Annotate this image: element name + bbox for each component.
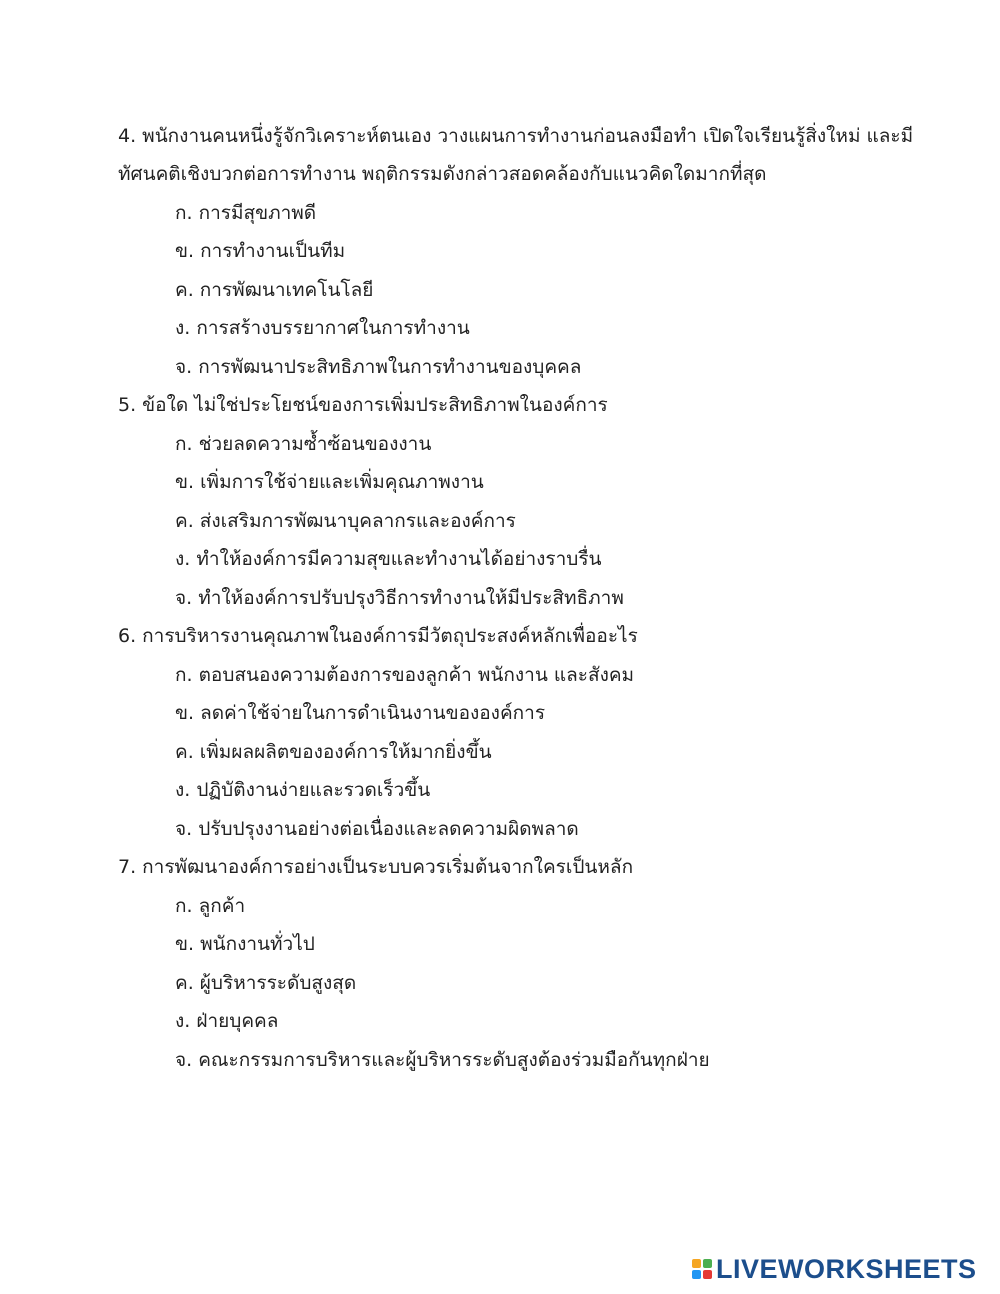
question-7-option-d: ง. ฝ่ายบุคคล <box>175 1010 279 1032</box>
question-7-option-a: ก. ลูกค้า <box>175 895 246 917</box>
question-5-option-c: ค. ส่งเสริมการพัฒนาบุคลากรและองค์การ <box>175 510 516 532</box>
question-4-option-d: ง. การสร้างบรรยากาศในการทำงาน <box>175 317 470 339</box>
logo-square-2 <box>703 1259 712 1268</box>
question-6-option-e: จ. ปรับปรุงงานอย่างต่อเนื่องและลดความผิดพลาด <box>175 818 579 840</box>
question-4-option-e: จ. การพัฒนาประสิทธิภาพในการทำงานของบุคคล <box>175 356 582 378</box>
question-4-option-b: ข. การทำงานเป็นทีม <box>175 240 346 262</box>
question-5-option-e: จ. ทำให้องค์การปรับปรุงวิธีการทำงานให้มีประสิทธิภาพ <box>175 587 624 609</box>
question-7-option-e: จ. คณะกรรมการบริหารและผู้บริหารระดับสูงต้องร่วมมือกันทุกฝ่าย <box>175 1049 710 1071</box>
question-7-line-1: 7. การพัฒนาองค์การอย่างเป็นระบบควรเริ่มต้นจากใครเป็นหลัก <box>118 856 634 878</box>
liveworksheets-logo-text: LIVEWORKSHEETS <box>716 1253 977 1284</box>
logo-square-4 <box>703 1270 712 1279</box>
question-7-option-b: ข. พนักงานทั่วไป <box>175 933 315 955</box>
question-6-option-c: ค. เพิ่มผลผลิตขององค์การให้มากยิ่งขึ้น <box>175 741 492 763</box>
question-6-line-1: 6. การบริหารงานคุณภาพในองค์การมีวัตถุประสงค์หลักเพื่ออะไร <box>118 625 638 647</box>
question-4-option-a: ก. การมีสุขภาพดี <box>175 202 317 224</box>
question-6-option-a: ก. ตอบสนองความต้องการของลูกค้า พนักงาน และสังคม <box>175 664 635 686</box>
question-5-line-1: 5. ข้อใด ไม่ใช่ประโยชน์ของการเพิ่มประสิทธิภาพในองค์การ <box>118 394 608 416</box>
question-5-option-a: ก. ช่วยลดความซ้ำซ้อนของงาน <box>175 433 432 455</box>
question-4-line-1: 4. พนักงานคนหนึ่งรู้จักวิเคราะห์ตนเอง วางแผนการทำงานก่อนลงมือทำ เปิดใจเรียนรู้สิ่งใหม่ และมี <box>118 125 914 147</box>
question-5-option-b: ข. เพิ่มการใช้จ่ายและเพิ่มคุณภาพงาน <box>175 471 484 493</box>
question-6-option-b: ข. ลดค่าใช้จ่ายในการดำเนินงานขององค์การ <box>175 702 546 724</box>
liveworksheets-logo-icon <box>692 1259 712 1279</box>
question-7-option-c: ค. ผู้บริหารระดับสูงสุด <box>175 972 357 994</box>
question-4-line-2: ทัศนคติเชิงบวกต่อการทำงาน พฤติกรรมดังกล่าวสอดคล้องกับแนวคิดใดมากที่สุด <box>118 163 767 185</box>
question-5-option-d: ง. ทำให้องค์การมีความสุขและทำงานได้อย่างราบรื่น <box>175 548 602 570</box>
logo-square-1 <box>692 1259 701 1268</box>
question-6-option-d: ง. ปฏิบัติงานง่ายและรวดเร็วขึ้น <box>175 779 431 801</box>
logo-square-3 <box>692 1270 701 1279</box>
liveworksheets-logo <box>692 1254 977 1284</box>
question-4-option-c: ค. การพัฒนาเทคโนโลยี <box>175 279 374 301</box>
